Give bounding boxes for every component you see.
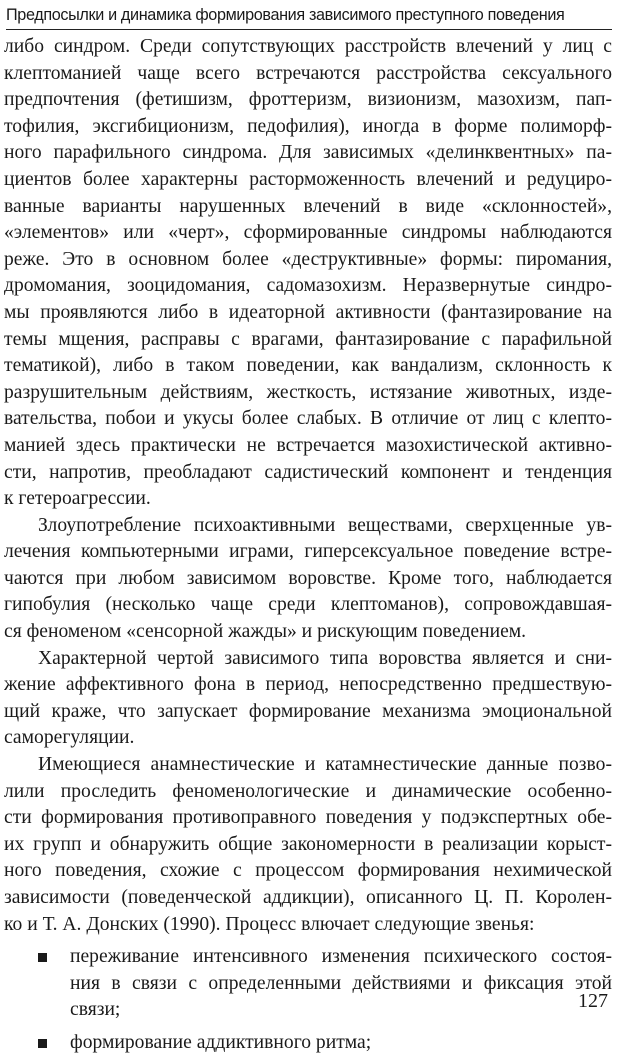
text-line: Характерной чертой зависимого типа воровства является и сни- — [38, 647, 612, 669]
text-line: вательства, побои и укусы более слабых. В отличие от лиц с клепто- — [4, 408, 612, 430]
text-line: саморегуляции. — [4, 727, 135, 749]
bullet-item — [4, 944, 612, 1024]
text-line: ного парафильного синдрома. Для зависимых «делинквентных» па- — [4, 142, 612, 164]
text-line: предпочтения (фетишизм, фроттеризм, визионизм, мазохизм, пап- — [4, 89, 612, 111]
page-number: 127 — [578, 990, 608, 1012]
body-text — [4, 34, 612, 1057]
text-line: «элементов» или «черт», сформированные синдромы наблюдаются — [4, 222, 612, 244]
text-line: дромомания, зооцидомания, садомазохизм. Неразвернутые синдро- — [4, 275, 612, 297]
square-bullet-icon — [38, 953, 47, 962]
text-line: щий краже, что запускает формирование механизма эмоциональной — [4, 700, 612, 722]
paragraph — [4, 752, 612, 938]
text-line: циентов более характерны расторможенность влечений и редуциро- — [4, 168, 612, 190]
text-line: гипобулия (несколько чаще среди клептоманов), сопровождавшая- — [4, 594, 612, 616]
text-line: мы проявляются либо в идеаторной активности (фантазирование на — [4, 301, 612, 323]
text-line: лили проследить феноменологические и динамические особенно- — [4, 780, 612, 802]
paragraph — [4, 34, 612, 513]
text-line: ся феноменом «сенсорной жажды» и рискующим поведением. — [4, 621, 527, 643]
paragraph — [4, 646, 612, 752]
text-line: зависимости (поведенческой аддикции), описанного Ц. П. Королен- — [4, 887, 612, 908]
running-head: Предпосылки и динамика формирования зависимого преступного поведения — [6, 4, 612, 30]
text-line: связи; — [70, 999, 121, 1021]
bullet-item — [4, 1030, 612, 1057]
text-line: формирование аддиктивного ритма; — [70, 1031, 372, 1053]
text-line: жение аффективного фона в период, непосредственно предшествую- — [4, 674, 612, 696]
text-line: реже. Это в основном более «деструктивные» формы: пиромания, — [4, 248, 612, 270]
text-line: ко и Т. А. Донских (1990). Процесс влючает следующие звенья: — [4, 913, 535, 935]
text-line: темы мщения, расправы с врагами, фантазирование с парафильной — [4, 328, 612, 350]
text-line: ного поведения, схожие с процессом формирования нехимической — [4, 860, 612, 882]
text-line: Злоупотребление психоактивными веществами, сверхценные ув- — [38, 514, 612, 536]
text-line: клептоманией чаще всего встречаются расстройства сексуального — [4, 62, 612, 84]
text-line: тофилия, эксгибиционизм, педофилия), иногда в форме полиморф- — [4, 115, 612, 137]
text-line: сти формирования противоправного поведения у подэкспертных обе- — [4, 807, 612, 829]
text-line: их групп и обнаружить общие закономерности в реализации корыст- — [4, 833, 612, 855]
footer-mark: - — [40, 1034, 45, 1049]
text-line: чаются при любом зависимом воровстве. Кроме того, наблюдается — [4, 567, 612, 589]
paragraphs — [4, 34, 612, 938]
text-line: ния в связи с определенными действиями и фиксация этой — [70, 972, 612, 994]
text-line: Имеющиеся анамнестические и катамнестические данные позво- — [38, 754, 612, 776]
text-line: переживание интенсивного изменения психического состоя- — [70, 946, 612, 968]
text-line: сти, напротив, преобладают садистический компонент и тенденция — [4, 461, 612, 483]
text-line: тематикой), либо в таком поведении, как вандализм, склонность к — [4, 355, 612, 377]
text-line: ванные варианты нарушенных влечений в виде «склонностей», — [4, 195, 612, 217]
text-line: разрушительным действиям, жесткость, истязание животных, изде- — [4, 381, 612, 403]
paragraph — [4, 513, 612, 646]
text-line: либо синдром. Среди сопутствующих расстройств влечений у лиц с — [4, 36, 612, 57]
text-line: к гетероагрессии. — [4, 488, 151, 510]
text-line: манией здесь практически не встречается мазохистической активно- — [4, 434, 612, 456]
bullet-list — [4, 944, 612, 1056]
text-line: лечения компьютерными играми, гиперсексуальное поведение встре- — [4, 541, 612, 563]
